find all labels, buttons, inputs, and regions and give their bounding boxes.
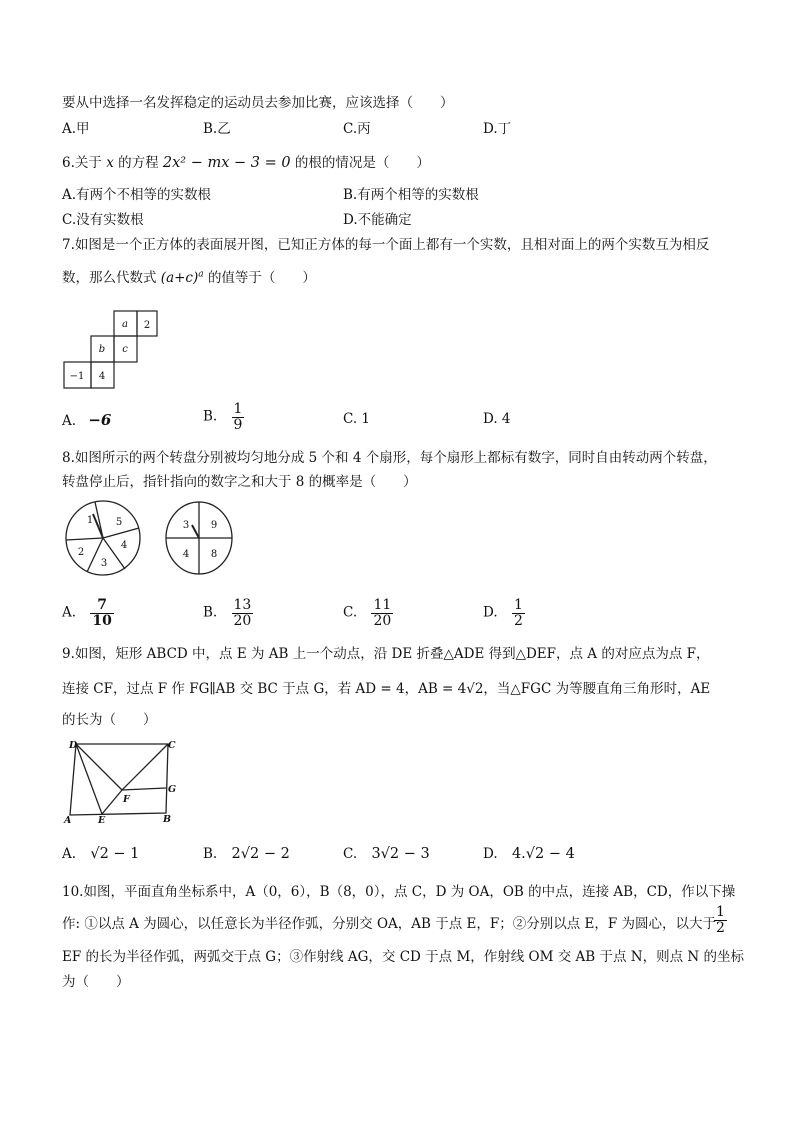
q9-line2: 连接 CF，过点 F 作 FG∥AB 交 BC 于点 G，若 AD = 4，AB = 4√2，当△FGC 为等腰直角三角形时，AE [62, 681, 711, 697]
q6-option-a: A.有两个不相等的实数根 [62, 187, 212, 203]
q7-option-b-den: 9 [233, 416, 243, 433]
net-label-2: 2 [143, 320, 151, 331]
q8-option-b [203, 598, 253, 628]
q8-option-b-label: B. [203, 604, 218, 621]
q6-mid: 的方程 [118, 155, 159, 171]
q7-option-a-value: −6 [88, 411, 112, 429]
q7-line1: 7.如图是一个正方体的表面展开图，已知正方体的每一个面上都有一个实数，且相对面上的两个实数互为相反 [62, 237, 710, 253]
net-label-4: 4 [98, 371, 106, 382]
q9-option-a-label: A. [62, 846, 77, 862]
q8-option-d [483, 598, 525, 628]
q10-half-den: 2 [716, 919, 725, 936]
q9-option-b-label: B. [203, 846, 218, 862]
q6-prefix: 6.关于 [62, 155, 102, 171]
q7-option-b-label: B. [203, 408, 218, 425]
q8-option-c-den: 20 [373, 612, 392, 629]
q9-option-d [483, 846, 575, 862]
fig-label-G: G [168, 784, 177, 795]
wheel2-sector-8: 8 [210, 549, 218, 560]
q9-option-b-value: 2√2 − 2 [231, 846, 290, 862]
wheel2-sector-9: 9 [210, 520, 218, 531]
net-label-b: b [98, 344, 106, 355]
q7-line2-suffix: 的值等于（ ） [207, 270, 316, 286]
wheel2-sector-3: 3 [182, 520, 190, 531]
net-label-neg1: −1 [69, 371, 85, 382]
wheel1-sector-1: 1 [86, 515, 94, 526]
q10-half-num: 1 [716, 904, 725, 920]
q8-option-d-label: D. [483, 604, 498, 621]
net-label-c: c [122, 344, 128, 355]
q9-option-a-value: √2 − 1 [90, 846, 140, 862]
q8-option-b-num: 13 [233, 597, 252, 613]
q8-option-a-den: 10 [92, 612, 112, 629]
q10-line1: 10.如图，平面直角坐标系中，A（0，6），B（8，0），点 C，D 为 OA，OB 的中点，连接 AB，CD，作以下操 [62, 884, 736, 900]
fig-label-D: D [69, 740, 78, 751]
q9-option-d-label: D. [483, 846, 498, 862]
q8-line2: 转盘停止后，指针指向的数字之和大于 8 的概率是（ ） [62, 474, 417, 490]
q8-option-d-num: 1 [513, 597, 523, 613]
q7-expr-exp: a [198, 269, 204, 280]
q8-option-c [343, 598, 393, 628]
q9-option-b [203, 846, 290, 862]
q8-spinner-figure [62, 500, 252, 580]
q7-option-b-num: 1 [233, 401, 243, 417]
q9-option-c-label: C. [343, 846, 358, 862]
q6-option-d: D.不能确定 [343, 212, 412, 228]
q6-stem [62, 151, 430, 171]
q9-option-c [343, 846, 430, 862]
q8-option-d-den: 2 [513, 612, 523, 629]
wheel2-sector-4: 4 [182, 549, 190, 560]
q7-option-a-label: A. [62, 413, 77, 429]
q9-option-a [62, 846, 139, 862]
q8-option-b-den: 20 [233, 612, 252, 629]
q8-option-a-num: 7 [90, 598, 113, 614]
fig-label-B: B [163, 814, 172, 825]
q7-cube-net-figure [62, 306, 162, 390]
q9-line1: 9.如图，矩形 ABCD 中，点 E 为 AB 上一个动点，沿 DE 折叠△ADE 得到△DEF，点 A 的对应点为点 F， [62, 646, 710, 662]
q6-option-b: B.有两个相等的实数根 [343, 187, 479, 203]
q9-line3: 的长为（ ） [62, 712, 157, 728]
q9-option-c-value: 3√2 − 3 [371, 846, 430, 862]
fig-label-C: C [168, 740, 176, 751]
q8-option-a [62, 598, 114, 628]
fig-label-E: E [98, 815, 106, 826]
q5-option-a: A.甲 [62, 121, 90, 137]
q10-line2: 作: ①以点 A 为圆心，以任意长为半径作弧，分别交 OA，AB 于点 E，F；②分别以点 E，F 为圆心，以大于 [62, 916, 717, 932]
q7-line2 [62, 266, 316, 286]
q7-expr: (a+c) [160, 270, 199, 286]
wheel1-sector-2: 2 [77, 547, 85, 558]
fig-label-A: A [64, 815, 72, 826]
q7-option-b [203, 402, 244, 432]
wheel1-sector-5: 5 [115, 517, 123, 528]
q8-option-c-num: 11 [373, 597, 392, 613]
q6-var: x [106, 155, 114, 171]
q7-option-c: C. 1 [343, 411, 371, 427]
q10-half-fraction [714, 905, 727, 935]
q5-option-b: B.乙 [203, 121, 231, 137]
q9-rectangle-figure [62, 736, 188, 826]
fig-label-F: F [123, 794, 130, 805]
q6-equation: 2x² − mx − 3 = 0 [162, 155, 291, 171]
q5-option-d: D.丁 [483, 121, 512, 137]
q7-option-a [62, 411, 111, 429]
wheel1-sector-4: 4 [120, 540, 128, 551]
q10-line4: 为（ ） [62, 974, 130, 990]
q5-stem: 要从中选择一名发挥稳定的运动员去参加比赛，应该选择（ ） [62, 95, 454, 111]
q8-option-a-label: A. [62, 604, 77, 621]
wheel1-sector-3: 3 [100, 558, 108, 569]
q10-line3: EF 的长为半径作弧，两弧交于点 G；③作射线 AG，交 CD 于点 M，作射线 OM 交 AB 于点 N，则点 N 的坐标 [62, 949, 744, 965]
q6-suffix: 的根的情况是（ ） [294, 155, 430, 171]
q8-option-c-label: C. [343, 604, 358, 621]
q7-line2-prefix: 数，那么代数式 [62, 270, 157, 286]
q7-option-d: D. 4 [483, 411, 511, 427]
q6-option-c: C.没有实数根 [62, 212, 144, 228]
q8-line1: 8.如图所示的两个转盘分别被均匀地分成 5 个和 4 个扇形，每个扇形上都标有数字，同时自由转动两个转盘， [62, 450, 717, 466]
q9-option-d-value: 4.√2 − 4 [511, 846, 575, 862]
net-label-a: a [122, 319, 128, 330]
q5-option-c: C.丙 [343, 121, 371, 137]
